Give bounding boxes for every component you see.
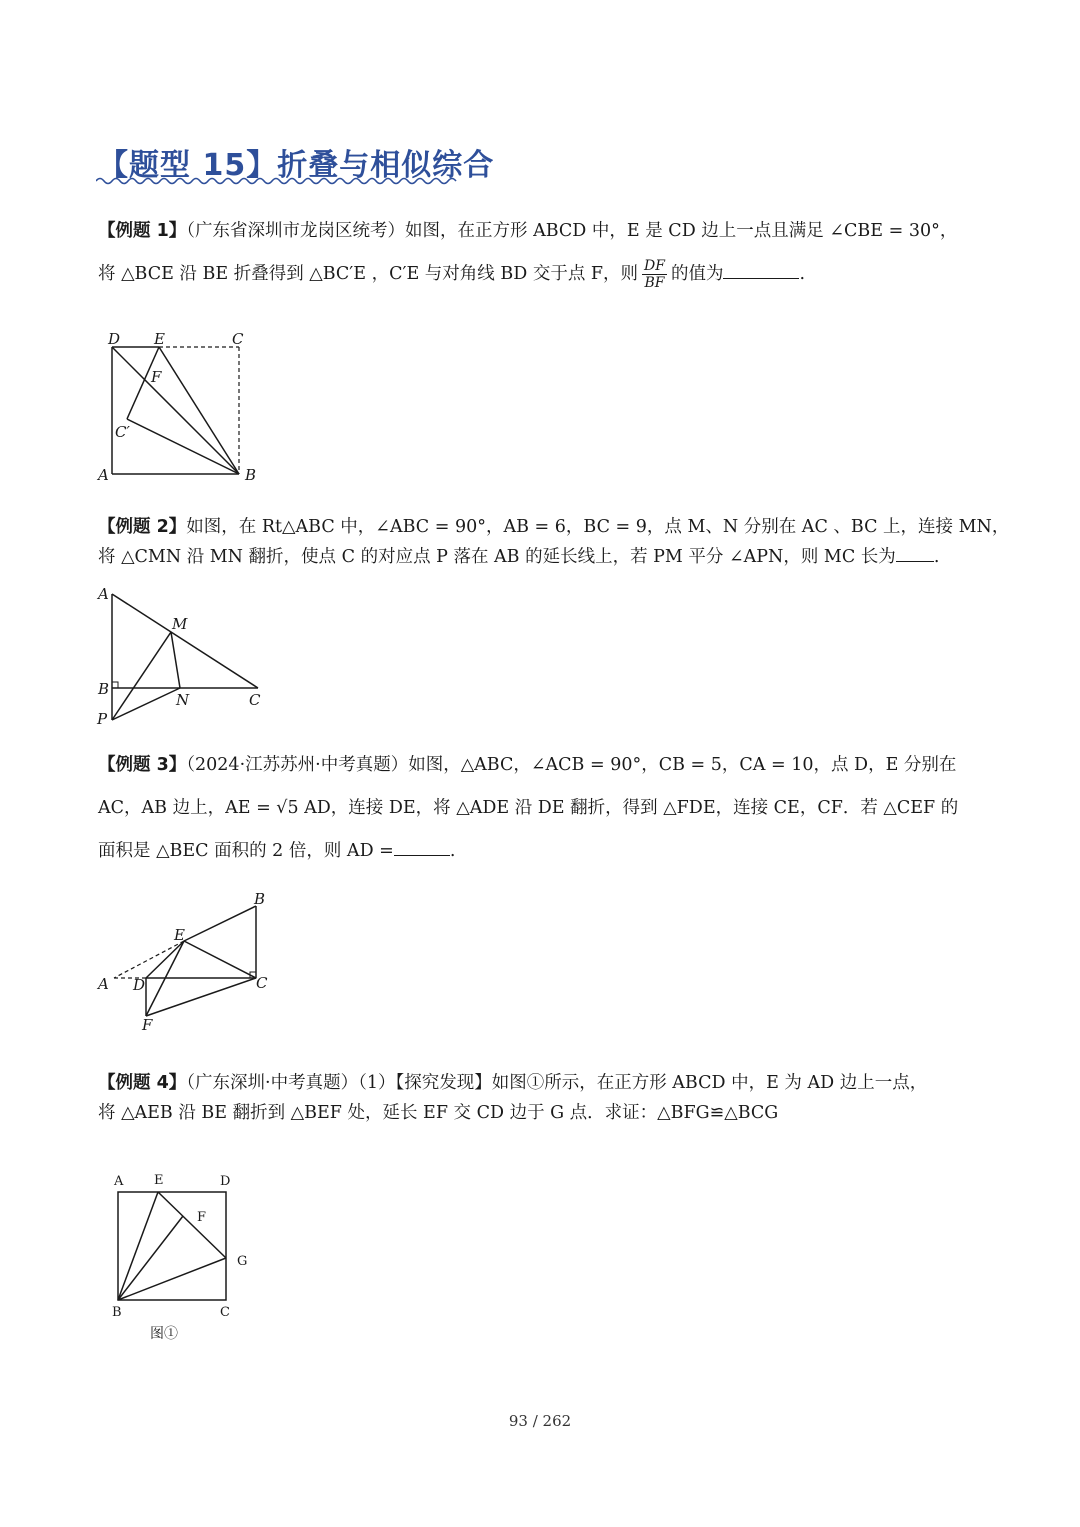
question-3-line-2: AC，AB 边上，AE = √5 AD，连接 DE，将 △ADE 沿 DE 翻折，得到 △FDE，连接 CE，CF．若 △CEF 的 [98,798,959,818]
label-c: C [220,1305,230,1320]
label-c: C [232,330,244,348]
label-n: N [176,691,190,709]
question-1-tag: 【例题 1】 [98,221,187,241]
label-f: F [151,368,162,386]
question-2-line-1: 【例题 2】如图，在 Rt△ABC 中，∠ABC = 90°，AB = 6，BC = 9，点 M、N 分别在 AC 、BC 上，连接 MN， [98,517,1010,537]
question-1-line-1: 【例题 1】（广东省深圳市龙岗区统考）如图，在正方形 ABCD 中，E 是 CD 边上一点且满足 ∠CBE = 30°， [98,221,958,241]
label-c: C [256,974,268,992]
figure-4 [102,1168,262,1348]
label-a: A [98,466,109,484]
label-d: D [133,976,146,994]
label-b: B [98,680,110,698]
figure-2 [94,584,274,730]
question-3 [98,744,988,873]
figure-3 [94,888,284,1034]
page-number: 93 / 262 [508,1412,572,1430]
answer-blank [896,543,934,562]
question-4-line-1: 【例题 4】（广东深圳·中考真题）（1）【探究发现】如图①所示，在正方形 ABCD 中，E 为 AD 边上一点， [98,1073,928,1093]
question-2-tag: 【例题 2】 [98,517,187,537]
question-1-line-2: 将 △BCE 沿 BE 折叠得到 △BC′E ，C′E 与对角线 BD 交于点 F，则 $\frac{DF}{BF}$ 的值为 . [98,258,806,291]
fraction-df-bf: $\frac{DF}{BF}$ [644,258,665,291]
label-b: B [112,1305,122,1320]
question-2-line-2: 将 △CMN 沿 MN 翻折，使点 C 的对应点 P 落在 AB 的延长线上，若 PM 平分 ∠APN，则 MC 长为 . [98,542,988,572]
label-b: B [245,466,257,484]
question-1 [98,216,988,291]
label-a: A [98,975,109,993]
answer-blank [394,837,450,856]
question-4 [98,1068,988,1128]
page-title: 【题型 15】折叠与相似综合 [98,148,495,183]
label-b: B [254,890,266,908]
label-m: M [172,615,188,633]
question-3-line-1: 【例题 3】（2024·江苏苏州·中考真题）如图，△ABC，∠ACB = 90°，CB = 5，CA = 10，点 D，E 分别在 [98,755,957,775]
label-e: E [174,926,185,944]
question-3-tag: 【例题 3】 [98,755,187,775]
label-f: F [197,1210,207,1225]
label-a: A [114,1174,124,1189]
question-2 [98,512,1010,572]
figure-caption: 图① [150,1326,178,1342]
label-c: C [249,691,261,709]
label-c-prime: C′ [115,423,130,441]
label-f: F [142,1016,153,1034]
question-4-tag: 【例题 4】 [98,1073,187,1093]
label-a: A [98,585,109,603]
answer-blank [723,260,799,279]
figure-1 [96,326,266,486]
label-e: E [154,1173,164,1188]
label-e: E [154,330,165,348]
label-d: D [220,1174,231,1189]
label-d: D [108,330,121,348]
title-wavy-underline [96,176,458,186]
question-3-line-3: 面积是 △BEC 面积的 2 倍，则 AD = . [98,830,988,873]
label-g: G [237,1254,248,1269]
label-p: P [97,710,108,728]
question-4-line-2: 将 △AEB 沿 BE 翻折到 △BEF 处，延长 EF 交 CD 边于 G 点．求证：△BFG≌△BCG [98,1103,779,1123]
